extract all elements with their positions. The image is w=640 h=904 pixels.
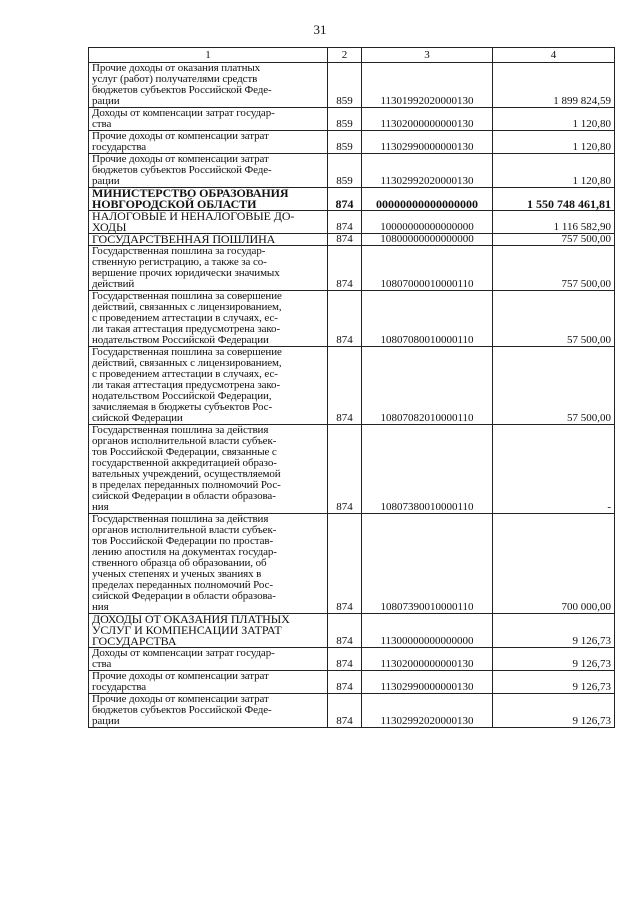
admin-code: 859 (328, 154, 362, 188)
amount: 757 500,00 (493, 246, 615, 291)
classification-code: 10807380010000110 (362, 425, 493, 514)
table-row (89, 131, 615, 154)
classification-code: 11302992020000130 (362, 154, 493, 188)
amount: 9 126,73 (493, 694, 615, 728)
admin-code: 874 (328, 614, 362, 648)
income-name: Прочие доходы от компенсации затрат бюджетов субъектов Российской Феде- рации (89, 694, 328, 728)
table-row (89, 694, 615, 728)
amount: 757 500,00 (493, 234, 615, 246)
classification-code: 11302990000000130 (362, 131, 493, 154)
income-name: Доходы от компенсации затрат государ- ства (89, 648, 328, 671)
admin-code: 874 (328, 425, 362, 514)
income-name: Прочие доходы от компенсации затрат государства (89, 671, 328, 694)
column-header-1: 1 (89, 48, 328, 63)
amount: 1 899 824,59 (493, 63, 615, 108)
income-name: Государственная пошлина за совершение действий, связанных с лицензированием, с проведением аттестации в случаях, ес- ли такая аттестация предусмотрена зако- нодательством Российской Федерации (89, 291, 328, 347)
table-row (89, 63, 615, 108)
income-name: ДОХОДЫ ОТ ОКАЗАНИЯ ПЛАТНЫХ УСЛУГ И КОМПЕНСАЦИИ ЗАТРАТ ГОСУДАРСТВА (89, 614, 328, 648)
table-row (89, 514, 615, 614)
income-name: Прочие доходы от компенсации затрат государства (89, 131, 328, 154)
amount: 700 000,00 (493, 514, 615, 614)
classification-code: 11302990000000130 (362, 671, 493, 694)
income-name: Государственная пошлина за действия органов исполнительной власти субъек- тов Российской Федерации, связанные с государственной аккредитацией образо- вательных учреждений, осуществляемой в пределах переданных полномочий Рос- сийской Федерации в области образова- ния (89, 425, 328, 514)
admin-code: 874 (328, 291, 362, 347)
amount: 57 500,00 (493, 291, 615, 347)
admin-code: 874 (328, 347, 362, 425)
classification-code: 10800000000000000 (362, 234, 493, 246)
table-row (89, 671, 615, 694)
admin-code: 874 (328, 246, 362, 291)
admin-code: 874 (328, 648, 362, 671)
admin-code: 859 (328, 63, 362, 108)
classification-code: 10807080010000110 (362, 291, 493, 347)
amount: 9 126,73 (493, 671, 615, 694)
table-row (89, 291, 615, 347)
admin-code: 874 (328, 234, 362, 246)
classification-code: 10807082010000110 (362, 347, 493, 425)
table-row (89, 347, 615, 425)
income-name: Прочие доходы от компенсации затрат бюджетов субъектов Российской Феде- рации (89, 154, 328, 188)
table-row (89, 234, 615, 246)
table-row (89, 648, 615, 671)
classification-code: 10807000010000110 (362, 246, 493, 291)
admin-code: 874 (328, 211, 362, 234)
amount: 1 120,80 (493, 108, 615, 131)
income-name: МИНИСТЕРСТВО ОБРАЗОВАНИЯ НОВГОРОДСКОЙ ОБЛАСТИ (89, 188, 328, 211)
admin-code: 859 (328, 131, 362, 154)
classification-code: 10807390010000110 (362, 514, 493, 614)
admin-code: 874 (328, 188, 362, 211)
amount: 1 550 748 461,81 (493, 188, 615, 211)
table-row (89, 211, 615, 234)
amount: 57 500,00 (493, 347, 615, 425)
income-name: Государственная пошлина за государ- ственную регистрацию, а также за со- вершение прочих юридически значимых действий (89, 246, 328, 291)
page-number: 31 (313, 22, 327, 37)
amount: 1 120,80 (493, 154, 615, 188)
income-name: НАЛОГОВЫЕ И НЕНАЛОГОВЫЕ ДО- ХОДЫ (89, 211, 328, 234)
table-header-row (89, 48, 615, 63)
admin-code: 874 (328, 671, 362, 694)
classification-code: 10000000000000000 (362, 211, 493, 234)
amount: 9 126,73 (493, 614, 615, 648)
classification-code: 11302000000000130 (362, 108, 493, 131)
income-name: Прочие доходы от оказания платных услуг (работ) получателями средств бюджетов субъектов Российской Феде- рации (89, 63, 328, 108)
admin-code: 874 (328, 514, 362, 614)
income-name: Государственная пошлина за совершение действий, связанных с лицензированием, с проведением аттестации в случаях, ес- ли такая аттестация предусмотрена зако- нодательством Российской Федерации, зачисляемая в бюджеты субъектов Рос- сийской Федерации (89, 347, 328, 425)
table-row (89, 425, 615, 514)
column-header-3: 3 (362, 48, 493, 63)
classification-code: 11302992020000130 (362, 694, 493, 728)
column-header-4: 4 (493, 48, 615, 63)
amount: - (493, 425, 615, 514)
amount: 1 116 582,90 (493, 211, 615, 234)
column-header-2: 2 (328, 48, 362, 63)
table-row (89, 614, 615, 648)
table-row-ministry (89, 188, 615, 211)
income-name: Доходы от компенсации затрат государ- ства (89, 108, 328, 131)
table-row (89, 108, 615, 131)
revenue-table (88, 47, 615, 728)
admin-code: 859 (328, 108, 362, 131)
table-row (89, 246, 615, 291)
amount: 9 126,73 (493, 648, 615, 671)
classification-code: 11300000000000000 (362, 614, 493, 648)
income-name: ГОСУДАРСТВЕННАЯ ПОШЛИНА (89, 234, 328, 246)
classification-code: 00000000000000000 (362, 188, 493, 211)
classification-code: 11301992020000130 (362, 63, 493, 108)
table-row (89, 154, 615, 188)
amount: 1 120,80 (493, 131, 615, 154)
admin-code: 874 (328, 694, 362, 728)
income-name: Государственная пошлина за действия органов исполнительной власти субъек- тов Российской Федерации по простав- лению апостиля на документах государ- ственного образца об образовании, об ученых степенях и ученых званиях в пределах переданных полномочий Рос- сийской Федерации в области образова- ния (89, 514, 328, 614)
classification-code: 11302000000000130 (362, 648, 493, 671)
